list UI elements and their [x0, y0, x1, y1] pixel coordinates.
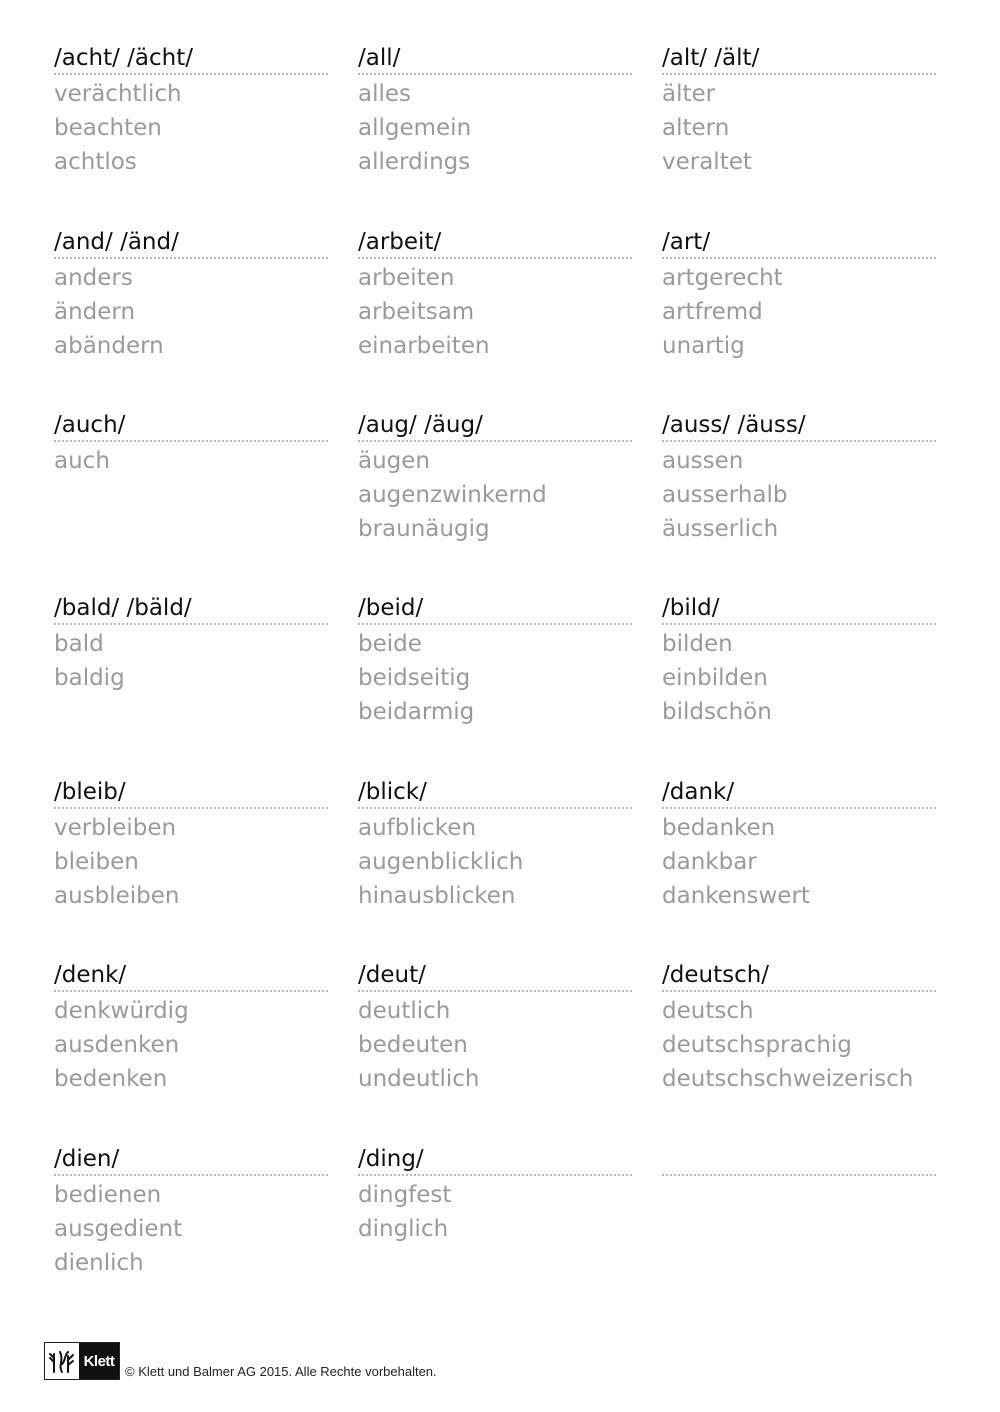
word-list	[358, 811, 632, 913]
word-item: ändern	[54, 299, 136, 325]
word-family-block	[54, 228, 328, 363]
word-item: bleiben	[54, 849, 139, 875]
word-family-block	[54, 411, 328, 478]
word-item: unartig	[662, 333, 745, 359]
word-stem-heading	[662, 1145, 936, 1176]
word-item: ausbleiben	[54, 883, 180, 909]
word-stem-heading: /auch/	[54, 411, 328, 442]
word-item: bildschön	[662, 699, 772, 725]
word-item: auch	[54, 448, 110, 474]
word-item: älter	[662, 81, 716, 107]
word-item: dingfest	[358, 1182, 452, 1208]
word-item: einbilden	[662, 665, 768, 691]
word-stem-heading: /art/	[662, 228, 936, 259]
word-list	[54, 261, 328, 363]
word-list	[54, 994, 328, 1096]
word-list	[358, 627, 632, 729]
word-family-block	[358, 961, 632, 1096]
word-stem-heading: /denk/	[54, 961, 328, 992]
word-item: dienlich	[54, 1250, 144, 1276]
word-item: denkwürdig	[54, 998, 189, 1024]
word-stem-heading: /bald/ /bäld/	[54, 594, 328, 625]
word-family-block	[662, 228, 936, 363]
word-item: verächtlich	[54, 81, 182, 107]
word-item: deutschschweizerisch	[662, 1066, 914, 1092]
word-stem-heading: /dank/	[662, 778, 936, 809]
word-family-block	[662, 1145, 936, 1178]
word-stem-heading: /and/ /änd/	[54, 228, 328, 259]
word-stem-heading: /bild/	[662, 594, 936, 625]
word-list	[54, 77, 328, 179]
word-item: augenzwinkernd	[358, 482, 547, 508]
word-list	[662, 444, 936, 546]
word-list	[358, 1178, 632, 1246]
word-family-block	[54, 778, 328, 913]
word-list	[54, 627, 328, 695]
word-stem-heading: /acht/ /ächt/	[54, 44, 328, 75]
word-item: artgerecht	[662, 265, 783, 291]
word-family-block	[54, 961, 328, 1096]
word-item: dankenswert	[662, 883, 810, 909]
word-stem-heading: /dien/	[54, 1145, 328, 1176]
word-item: beidseitig	[358, 665, 471, 691]
word-item: achtlos	[54, 149, 137, 175]
word-family-block	[358, 44, 632, 179]
word-item: äusserlich	[662, 516, 779, 542]
word-list	[54, 444, 328, 478]
word-item: bedeuten	[358, 1032, 468, 1058]
word-item: beide	[358, 631, 422, 657]
word-item: verbleiben	[54, 815, 177, 841]
word-list	[662, 77, 936, 179]
word-item: veraltet	[662, 149, 752, 175]
word-item: alles	[358, 81, 412, 107]
word-list	[358, 994, 632, 1096]
word-item: deutlich	[358, 998, 451, 1024]
word-family-block	[358, 778, 632, 913]
word-stem-heading: /alt/ /ält/	[662, 44, 936, 75]
word-item: ausserhalb	[662, 482, 788, 508]
word-item: hinausblicken	[358, 883, 516, 909]
word-item: bald	[54, 631, 104, 657]
word-item: ausdenken	[54, 1032, 180, 1058]
word-stem-heading: /arbeit/	[358, 228, 632, 259]
word-family-block	[54, 44, 328, 179]
word-item: allgemein	[358, 115, 472, 141]
word-stem-heading: /bleib/	[54, 778, 328, 809]
word-item: abändern	[54, 333, 164, 359]
logo-wordmark: Klett	[79, 1343, 119, 1379]
word-family-block	[662, 961, 936, 1096]
word-stem-heading: /all/	[358, 44, 632, 75]
word-item: braunäugig	[358, 516, 490, 542]
word-family-block	[662, 594, 936, 729]
word-item: undeutlich	[358, 1066, 480, 1092]
word-item: bedenken	[54, 1066, 168, 1092]
word-family-block	[358, 594, 632, 729]
word-item: artfremd	[662, 299, 763, 325]
word-item: deutsch	[662, 998, 754, 1024]
word-item: anders	[54, 265, 133, 291]
word-stem-heading: /deutsch/	[662, 961, 936, 992]
publisher-logo	[44, 1342, 120, 1380]
word-item: beachten	[54, 115, 162, 141]
word-item: bedienen	[54, 1182, 162, 1208]
word-item: altern	[662, 115, 730, 141]
klett-tree-icon	[45, 1343, 79, 1379]
word-family-block	[662, 411, 936, 546]
word-stem-heading: /aug/ /äug/	[358, 411, 632, 442]
page-footer	[44, 1340, 437, 1380]
word-family-block	[358, 1145, 632, 1246]
word-item: arbeiten	[358, 265, 455, 291]
word-item: dinglich	[358, 1216, 449, 1242]
word-stem-heading: /beid/	[358, 594, 632, 625]
word-family-block	[54, 1145, 328, 1280]
word-item: einarbeiten	[358, 333, 490, 359]
word-item: deutschsprachig	[662, 1032, 852, 1058]
word-list	[662, 261, 936, 363]
word-family-block	[54, 594, 328, 695]
word-item: arbeitsam	[358, 299, 475, 325]
word-stem-heading: /ding/	[358, 1145, 632, 1176]
word-item: beidarmig	[358, 699, 475, 725]
word-item: baldig	[54, 665, 125, 691]
word-item: allerdings	[358, 149, 471, 175]
word-list	[54, 811, 328, 913]
word-stem-heading: /auss/ /äuss/	[662, 411, 936, 442]
word-item: ausgedient	[54, 1216, 183, 1242]
word-family-block	[358, 228, 632, 363]
word-item: bedanken	[662, 815, 776, 841]
word-list	[54, 1178, 328, 1280]
word-family-block	[358, 411, 632, 546]
word-list	[358, 77, 632, 179]
word-list	[358, 261, 632, 363]
word-stem-heading: /blick/	[358, 778, 632, 809]
word-item: äugen	[358, 448, 430, 474]
word-list	[662, 994, 936, 1096]
word-item: dankbar	[662, 849, 757, 875]
word-list	[358, 444, 632, 546]
word-list	[662, 811, 936, 913]
word-item: augenblicklich	[358, 849, 524, 875]
word-family-block	[662, 778, 936, 913]
word-family-block	[662, 44, 936, 179]
word-list	[662, 627, 936, 729]
word-item: aufblicken	[358, 815, 477, 841]
word-item: aussen	[662, 448, 744, 474]
word-stem-heading: /deut/	[358, 961, 632, 992]
word-item: bilden	[662, 631, 733, 657]
copyright-notice: © Klett und Balmer AG 2015. Alle Rechte vorbehalten.	[125, 1364, 437, 1379]
